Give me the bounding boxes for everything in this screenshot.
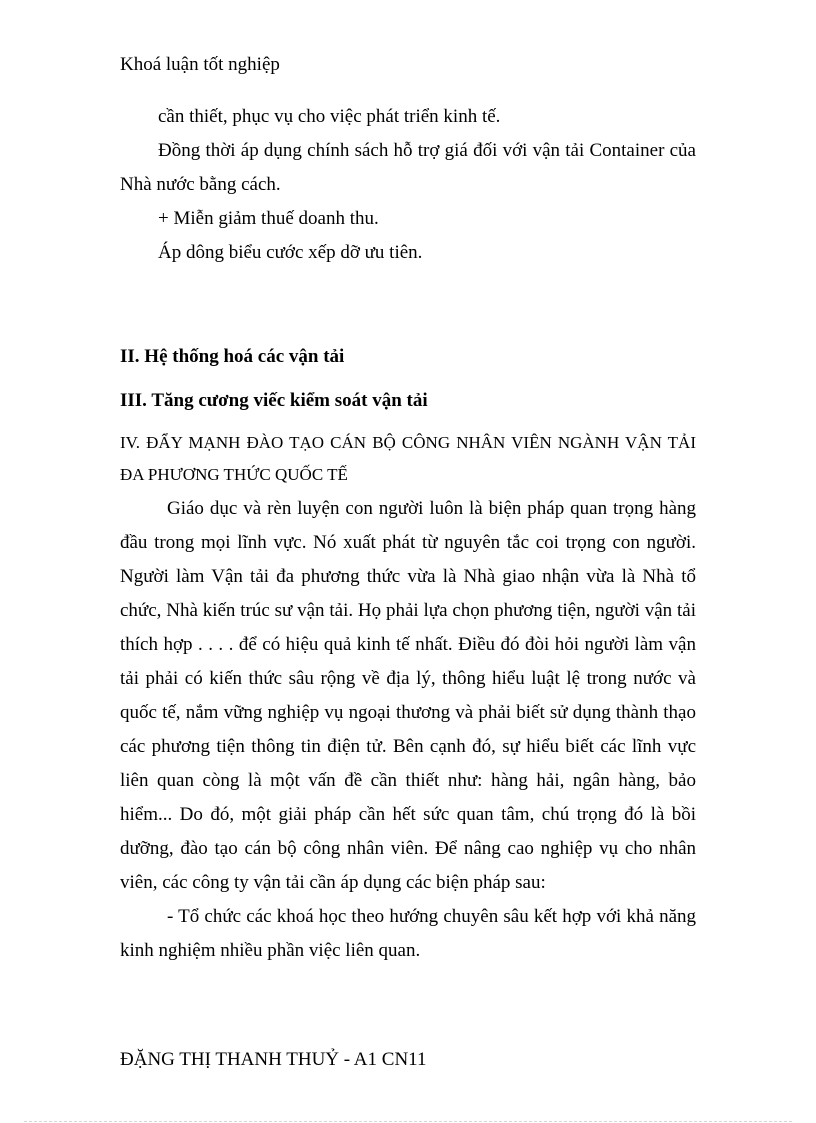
section-heading-2-wrap xyxy=(120,345,696,369)
main-body xyxy=(120,492,696,968)
body-paragraph: Giáo dục và rèn luyện con người luôn là biện pháp quan trọng hàng đầu trong mọi lĩnh vực. Nó xuất phát từ nguyên tắc coi trọng con người. Người làm Vận tải đa phương thức vừa là Nhà giao nhận vừa là Nhà tổ chức, Nhà kiến trúc sư vận tải. Họ phải lựa chọn phương tiện, người vận tải thích hợp . . . . để có hiệu quả kinh tế nhất. Điều đó đòi hỏi người làm vận tải phải có kiến thức sâu rộng về địa lý, thông hiểu luật lệ trong nước và quốc tế, nắm vững nghiệp vụ ngoại thương và phải biết sử dụng thành thạo các phương tiện thông tin điện tử. Bên cạnh đó, sự hiểu biết các lĩnh vực liên quan còng là một vấn đề cần thiết như: hàng hải, ngân hàng, bảo hiểm... Do đó, một giải pháp cần hết sức quan tâm, chú trọng đó là bồi dưỡng, đào tạo cán bộ công nhân viên. Để nâng cao nghiệp vụ cho nhân viên, các công ty vận tải cần áp dụng các biện pháp sau: xyxy=(120,498,696,893)
intro-line: cần thiết, phục vụ cho việc phát triển kinh tế. xyxy=(158,106,501,127)
section-heading-2: II. Hệ thống hoá các vận tải xyxy=(120,346,345,367)
section-heading-4: IV. ĐẨY MẠNH ĐÀO TẠO CÁN BỘ CÔNG NHÂN VIÊN NGÀNH VẬN TẢI ĐA PHƯƠNG THỨC QUỐC TẾ xyxy=(120,433,696,484)
body-bullet: - Tổ chức các khoá học theo hướng chuyên sâu kết hợp với khả năng kinh nghiệm nhiều phần việc liên quan. xyxy=(120,906,696,961)
intro-item-2: Áp dông biểu cước xếp dỡ ưu tiên. xyxy=(158,242,423,263)
section-heading-3: III. Tăng cương viếc kiểm soát vận tải xyxy=(120,390,428,411)
page-header: Khoá luận tốt nghiệp xyxy=(120,54,280,75)
page-footer: ĐẶNG THỊ THANH THUỶ - A1 CN11 xyxy=(120,1049,427,1070)
intro-item-1: + Miễn giảm thuế doanh thu. xyxy=(158,208,379,229)
section-heading-4-wrap xyxy=(120,427,696,491)
page-bottom-divider xyxy=(24,1121,792,1122)
intro-block xyxy=(120,100,696,270)
intro-paragraph: Đồng thời áp dụng chính sách hỗ trợ giá đối với vận tải Container của Nhà nước bằng cách. xyxy=(120,140,696,195)
section-heading-3-wrap xyxy=(120,389,696,413)
